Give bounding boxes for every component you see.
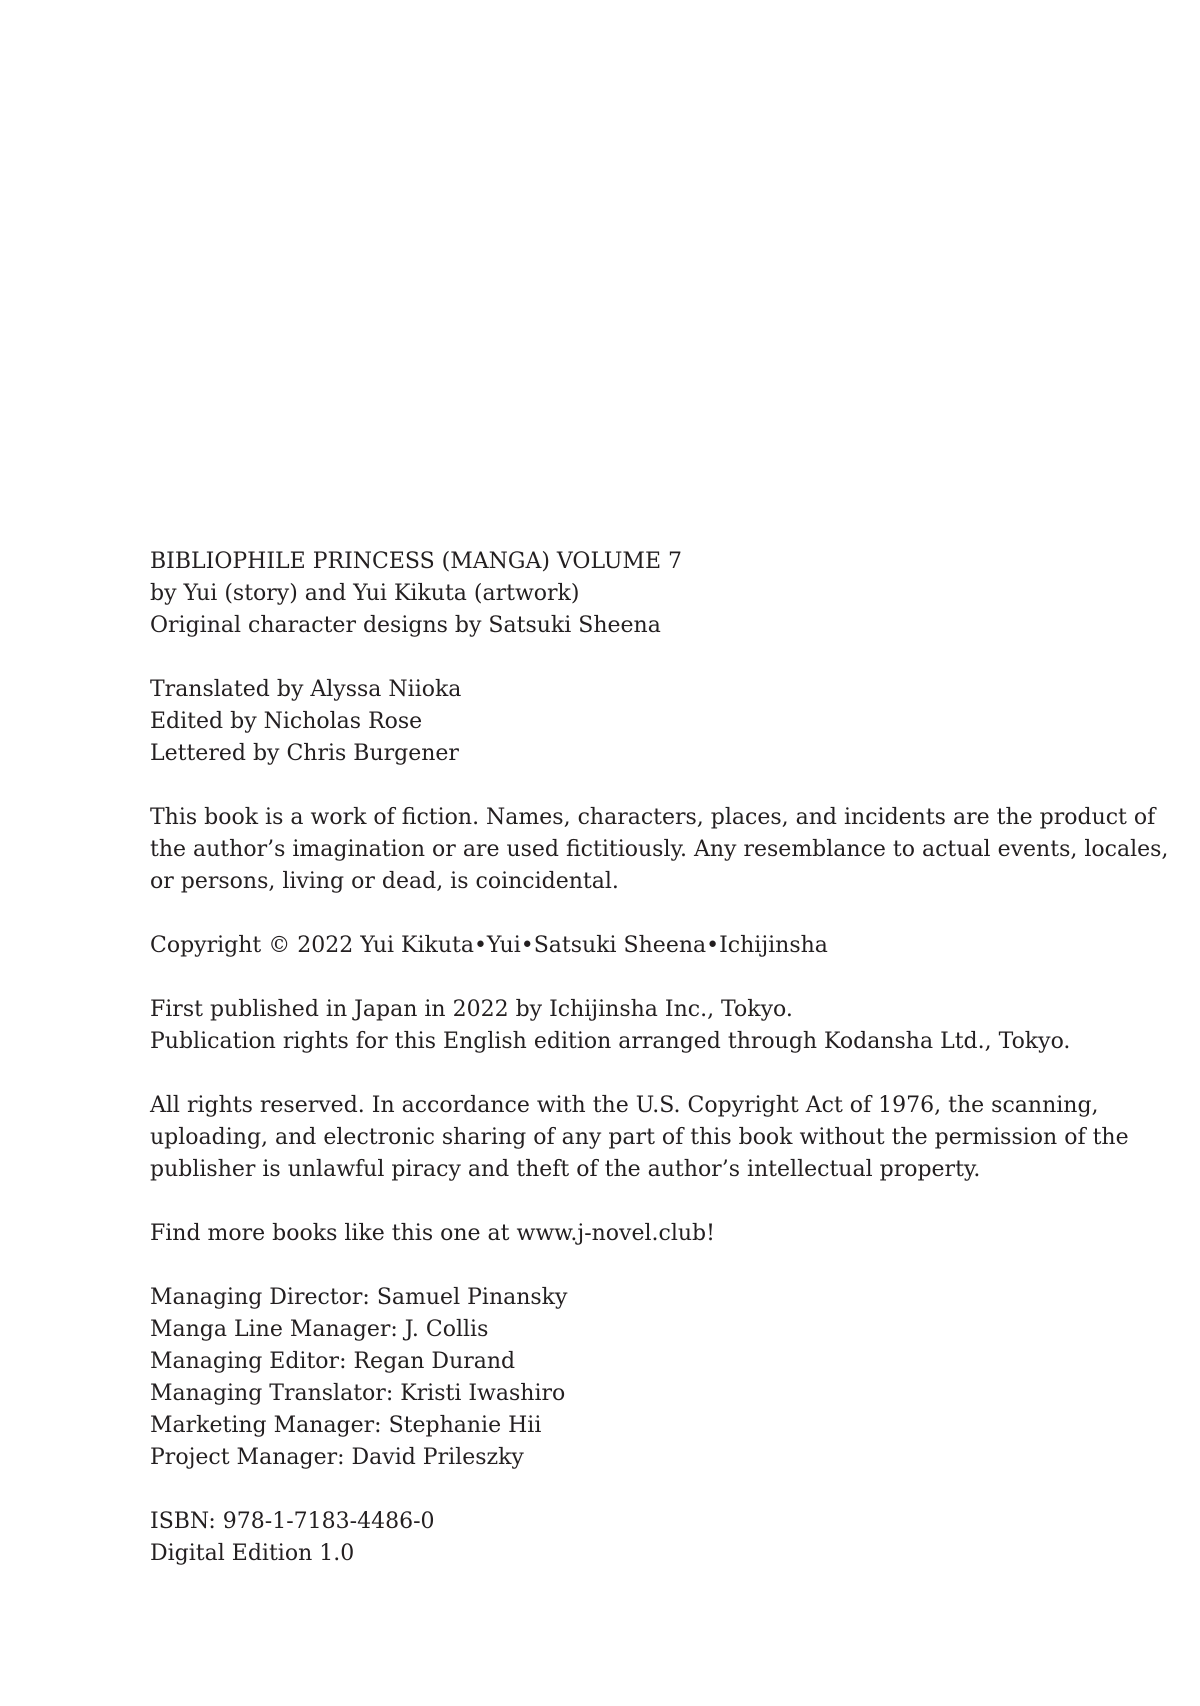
staff-project-manager: Project Manager: David Prileszky	[150, 1445, 524, 1470]
title-block	[150, 546, 1140, 642]
character-designs-line: Original character designs by Satsuki Sheena	[150, 613, 661, 638]
staff-marketing-manager: Marketing Manager: Stephanie Hii	[150, 1413, 542, 1438]
staff-block	[150, 1282, 1140, 1474]
find-more-line: Find more books like this one at www.j-novel.club!	[150, 1221, 715, 1246]
translator-credit: Translated by Alyssa Niioka	[150, 677, 462, 702]
letterer-credit: Lettered by Chris Burgener	[150, 741, 459, 766]
authors-line: by Yui (story) and Yui Kikuta (artwork)	[150, 581, 580, 606]
fiction-notice-line: or persons, living or dead, is coincidental.	[150, 869, 619, 894]
copyright-page	[150, 546, 1169, 1602]
find-more-block	[150, 1218, 1140, 1250]
staff-managing-director: Managing Director: Samuel Pinansky	[150, 1285, 568, 1310]
publication-block	[150, 994, 1140, 1058]
rights-notice	[150, 1090, 1140, 1186]
first-published-line: First published in Japan in 2022 by Ichijinsha Inc., Tokyo.	[150, 997, 793, 1022]
editor-credit: Edited by Nicholas Rose	[150, 709, 423, 734]
staff-managing-translator: Managing Translator: Kristi Iwashiro	[150, 1381, 566, 1406]
copyright-block	[150, 930, 1140, 962]
fiction-notice-line: This book is a work of fiction. Names, characters, places, and incidents are the product of	[150, 805, 1156, 830]
copyright-line: Copyright © 2022 Yui Kikuta•Yui•Satsuki Sheena•Ichijinsha	[150, 933, 828, 958]
staff-manga-line-manager: Manga Line Manager: J. Collis	[150, 1317, 489, 1342]
book-title: BIBLIOPHILE PRINCESS (MANGA) VOLUME 7	[150, 549, 682, 574]
rights-notice-line: uploading, and electronic sharing of any part of this book without the permission of the	[150, 1125, 1129, 1150]
fiction-notice	[150, 802, 1169, 898]
fiction-notice-line: the author’s imagination or are used fictitiously. Any resemblance to actual events, locales,	[150, 837, 1169, 862]
isbn-line: ISBN: 978-1-7183-4486-0	[150, 1509, 435, 1534]
rights-notice-line: publisher is unlawful piracy and theft of the author’s intellectual property.	[150, 1157, 981, 1182]
edition-block	[150, 1506, 1140, 1570]
staff-managing-editor: Managing Editor: Regan Durand	[150, 1349, 516, 1374]
digital-edition-line: Digital Edition 1.0	[150, 1541, 355, 1566]
rights-notice-line: All rights reserved. In accordance with the U.S. Copyright Act of 1976, the scanning,	[150, 1093, 1099, 1118]
credits-block	[150, 674, 1140, 770]
publication-rights-line: Publication rights for this English edition arranged through Kodansha Ltd., Tokyo.	[150, 1029, 1071, 1054]
